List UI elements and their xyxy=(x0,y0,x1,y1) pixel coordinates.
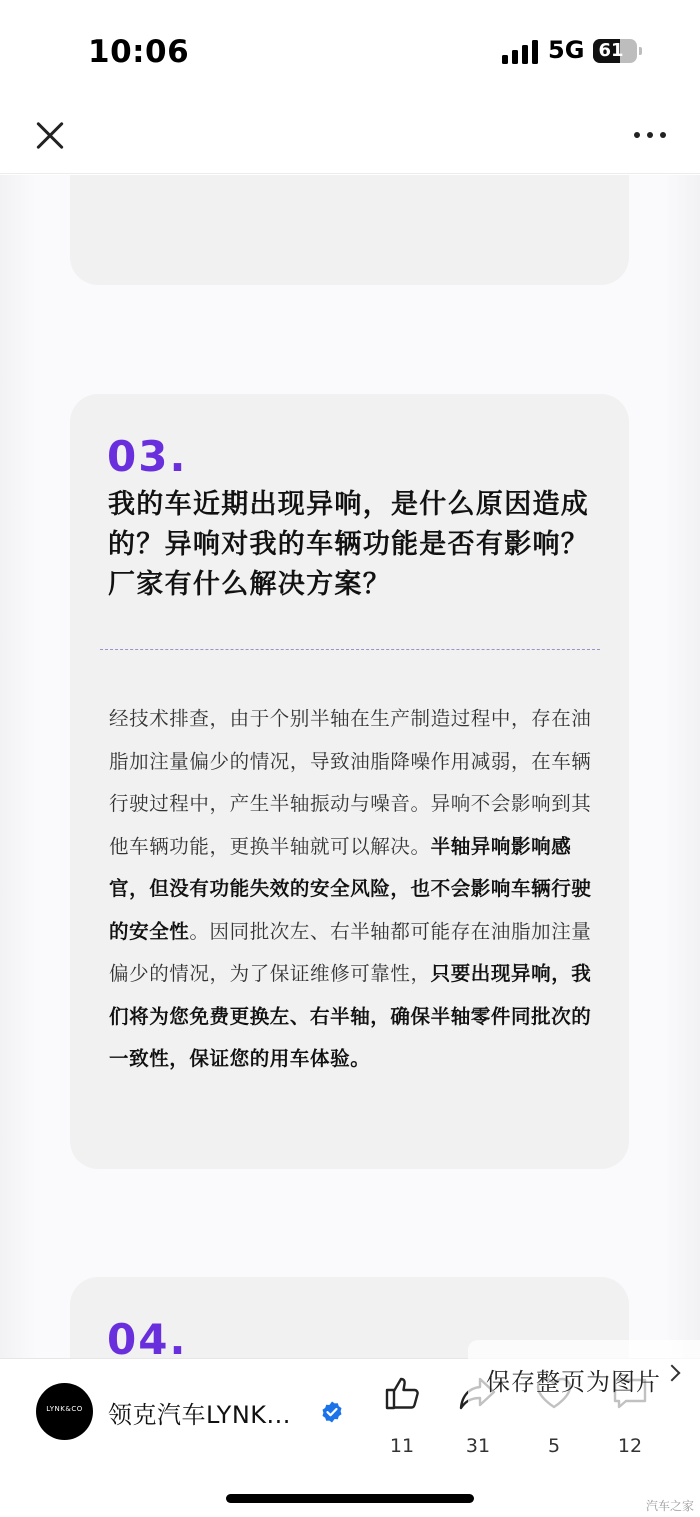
article-content[interactable] xyxy=(0,175,700,1358)
dashed-divider xyxy=(100,649,600,650)
home-indicator[interactable] xyxy=(226,1494,474,1503)
answer-segment: 。因同批次左、右半轴都可能存在油脂加注量偏少的情况，为了保证维修可靠性， xyxy=(109,919,592,985)
like-button[interactable] xyxy=(372,1373,432,1463)
cellular-signal-icon xyxy=(502,40,538,64)
author-name[interactable]: 领克汽车LYNK... xyxy=(108,1401,291,1429)
question-title: 我的车近期出现异响，是什么原因造成的？异响对我的车辆功能是否有影响？厂家有什么解决方案？ xyxy=(108,489,590,600)
save-page-label: 保存整页为图片 xyxy=(486,1368,661,1396)
battery-tip xyxy=(639,47,642,55)
comment-count: 12 xyxy=(617,1435,643,1457)
watermark: 汽车之家 xyxy=(645,1499,694,1513)
close-icon[interactable] xyxy=(30,115,70,155)
status-time: 10:06 xyxy=(88,34,190,70)
verified-badge-icon xyxy=(320,1400,344,1424)
qa-card-03 xyxy=(70,394,629,1169)
author-avatar[interactable] xyxy=(36,1383,93,1440)
battery-percent: 61 xyxy=(598,40,624,61)
answer-segment-bold: 只要出现异响，我们将为您免费更换左、右半轴，确保半轴零件同批次的一致性，保证您的用车体验。 xyxy=(109,962,592,1070)
share-count: 31 xyxy=(465,1435,491,1457)
more-options-icon[interactable] xyxy=(630,122,670,148)
like-count: 11 xyxy=(389,1435,415,1457)
answer-segment: 经技术排查，由于个别半轴在生产制造过程中，存在油脂加注量偏少的情况，导致油脂降噪作用减弱，在车辆行驶过程中，产生半轴振动与噪音。异响不会影响到其他车辆功能，更换半轴就可以解决。 xyxy=(109,707,592,858)
thumbs-up-icon xyxy=(382,1373,422,1413)
answer-segment-bold: 半轴异响影响感官，但没有功能失效的安全风险，也不会影响车辆行驶的安全性 xyxy=(109,834,592,943)
answer-text xyxy=(109,698,601,1081)
nav-bar xyxy=(0,100,700,174)
network-type: 5G xyxy=(548,36,585,64)
status-bar xyxy=(0,0,700,100)
favorite-count: 5 xyxy=(547,1435,561,1457)
previous-qa-card xyxy=(70,175,629,285)
battery-icon xyxy=(593,39,637,63)
question-number: 03. xyxy=(107,432,188,481)
brand-logo: LYNK&CO xyxy=(46,1405,83,1413)
save-page-as-image-button[interactable] xyxy=(468,1340,700,1414)
chevron-right-icon xyxy=(664,1365,681,1382)
question-number: 04. xyxy=(107,1315,188,1358)
